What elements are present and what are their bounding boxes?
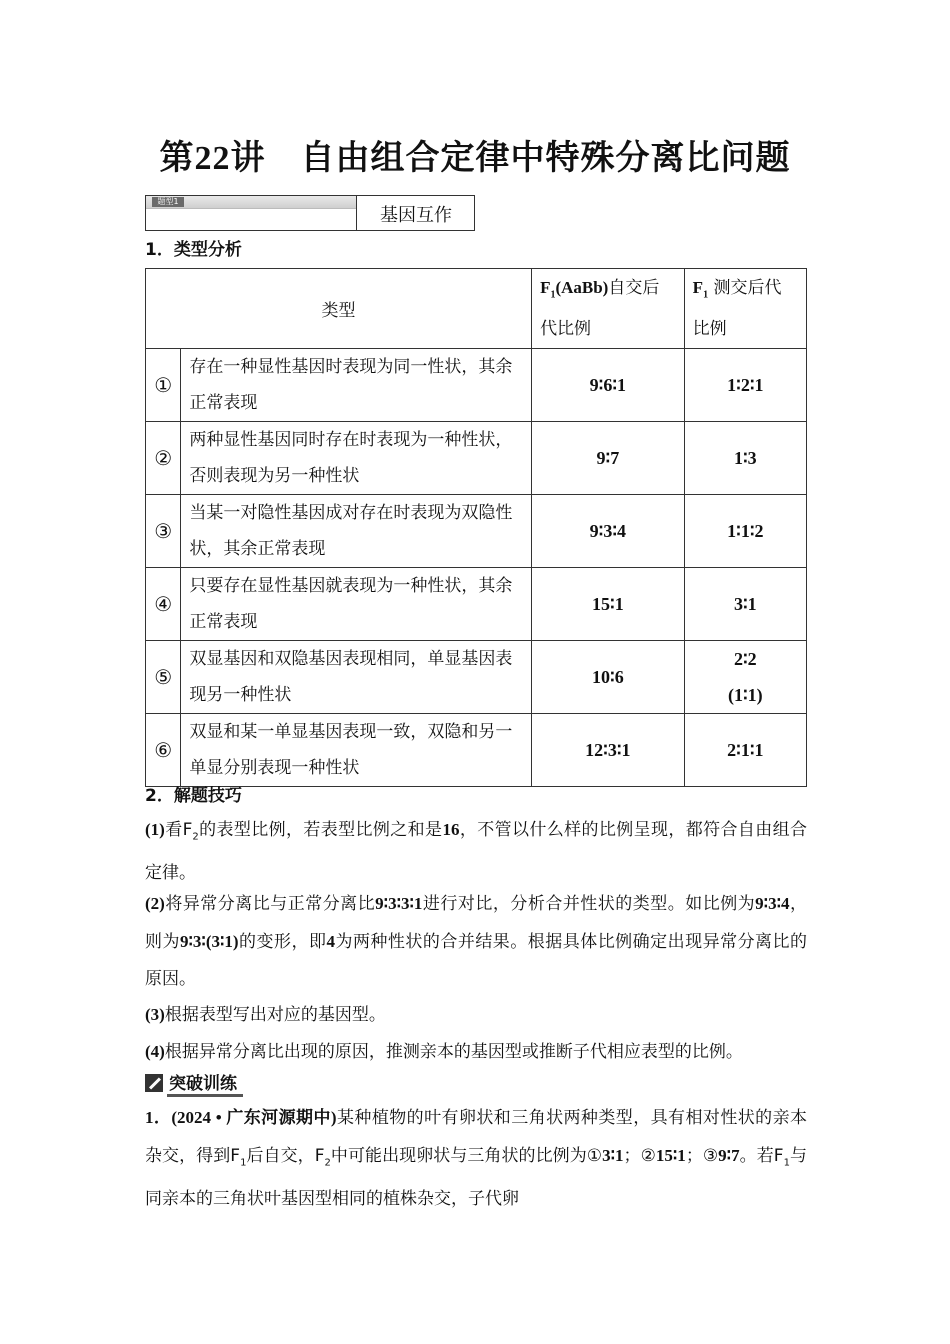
row-description: 只要存在显性基因就表现为一种性状，其余正常表现 <box>181 568 532 641</box>
section-heading-analysis: 1．类型分析 <box>145 240 242 260</box>
row-test-ratio: 1∶3 <box>684 422 806 495</box>
row-index: ① <box>146 349 181 422</box>
row-self-ratio: 15∶1 <box>532 568 685 641</box>
row-self-ratio: 9∶7 <box>532 422 685 495</box>
type-label: 基因互作 <box>380 205 452 226</box>
row-description: 双显和某一单显基因表现一致，双隐和另一单显分别表现一种性状 <box>181 714 532 787</box>
table-row <box>146 714 807 787</box>
training-heading <box>145 1072 243 1094</box>
question-1: 1．(2024 • 广东河源期中)某种植物的叶有卵状和三角状两种类型，具有相对性状的亲本杂交，得到$F_1$后自交，$F_2$中可能出现卵状与三角状的比例为①3∶1；②15∶1；③9∶7。若$F_1$与同亲本的三角状叶基因型相同的植株杂交，子代卵 <box>145 1108 808 1210</box>
header-type: 类型 <box>146 269 532 349</box>
page-title <box>0 130 950 179</box>
header-f1-self: $F_1(AaBb)$自交后代比例 <box>532 269 685 349</box>
title-prefix: 第 <box>159 138 195 178</box>
row-test-ratio: 1∶2∶1 <box>684 349 806 422</box>
row-self-ratio: 9∶3∶4 <box>532 495 685 568</box>
type-analysis-table <box>145 268 807 787</box>
training-label: 突破训练 <box>167 1069 243 1097</box>
row-self-ratio: 9∶6∶1 <box>532 349 685 422</box>
row-description: 双显基因和双隐基因表现相同，单显基因表现另一种性状 <box>181 641 532 714</box>
row-test-ratio: 2∶1∶1 <box>684 714 806 787</box>
row-index: ③ <box>146 495 181 568</box>
table-row <box>146 495 807 568</box>
tip-3: (3)根据表型写出对应的基因型。 <box>145 1005 386 1025</box>
title-text: 讲 自由组合定律中特殊分离比问题 <box>230 138 791 178</box>
row-test-ratio: 2∶2 (1∶1) <box>684 641 806 714</box>
type-badge: 题型1 <box>152 197 184 207</box>
row-description: 存在一种显性基因时表现为同一性状，其余正常表现 <box>181 349 532 422</box>
row-description: 两种显性基因同时存在时表现为一种性状，否则表现为另一种性状 <box>181 422 532 495</box>
table-row <box>146 568 807 641</box>
pencil-icon <box>145 1074 163 1092</box>
row-index: ⑤ <box>146 641 181 714</box>
tip-4: (4)根据异常分离比出现的原因，推测亲本的基因型或推断子代相应表型的比例。 <box>145 1042 743 1062</box>
row-test-ratio: 3∶1 <box>684 568 806 641</box>
section-heading-tips: 2．解题技巧 <box>145 786 242 806</box>
lecture-number: 22 <box>194 140 231 177</box>
row-self-ratio: 12∶3∶1 <box>532 714 685 787</box>
header-f1-test: $F_1$ 测交后代比例 <box>684 269 806 349</box>
table-row <box>146 641 807 714</box>
table-row <box>146 349 807 422</box>
tip-2: (2)将异常分离比与正常分离比9∶3∶3∶1进行对比，分析合并性状的类型。如比例为9∶3∶4，则为9∶3∶(3∶1)的变形，即4为两种性状的合并结果。根据具体比例确定出现异常分离比的原因。 <box>145 894 808 989</box>
row-index: ④ <box>146 568 181 641</box>
table-header-row <box>146 269 807 349</box>
question-type-box <box>145 195 475 231</box>
tip-1: (1)看$F_2$的表型比例，若表型比例之和是16，不管以什么样的比例呈现，都符合自由组合定律。 <box>145 820 808 884</box>
table-row <box>146 422 807 495</box>
row-self-ratio: 10∶6 <box>532 641 685 714</box>
row-index: ② <box>146 422 181 495</box>
row-description: 当某一对隐性基因成对存在时表现为双隐性状，其余正常表现 <box>181 495 532 568</box>
row-test-ratio: 1∶1∶2 <box>684 495 806 568</box>
row-index: ⑥ <box>146 714 181 787</box>
